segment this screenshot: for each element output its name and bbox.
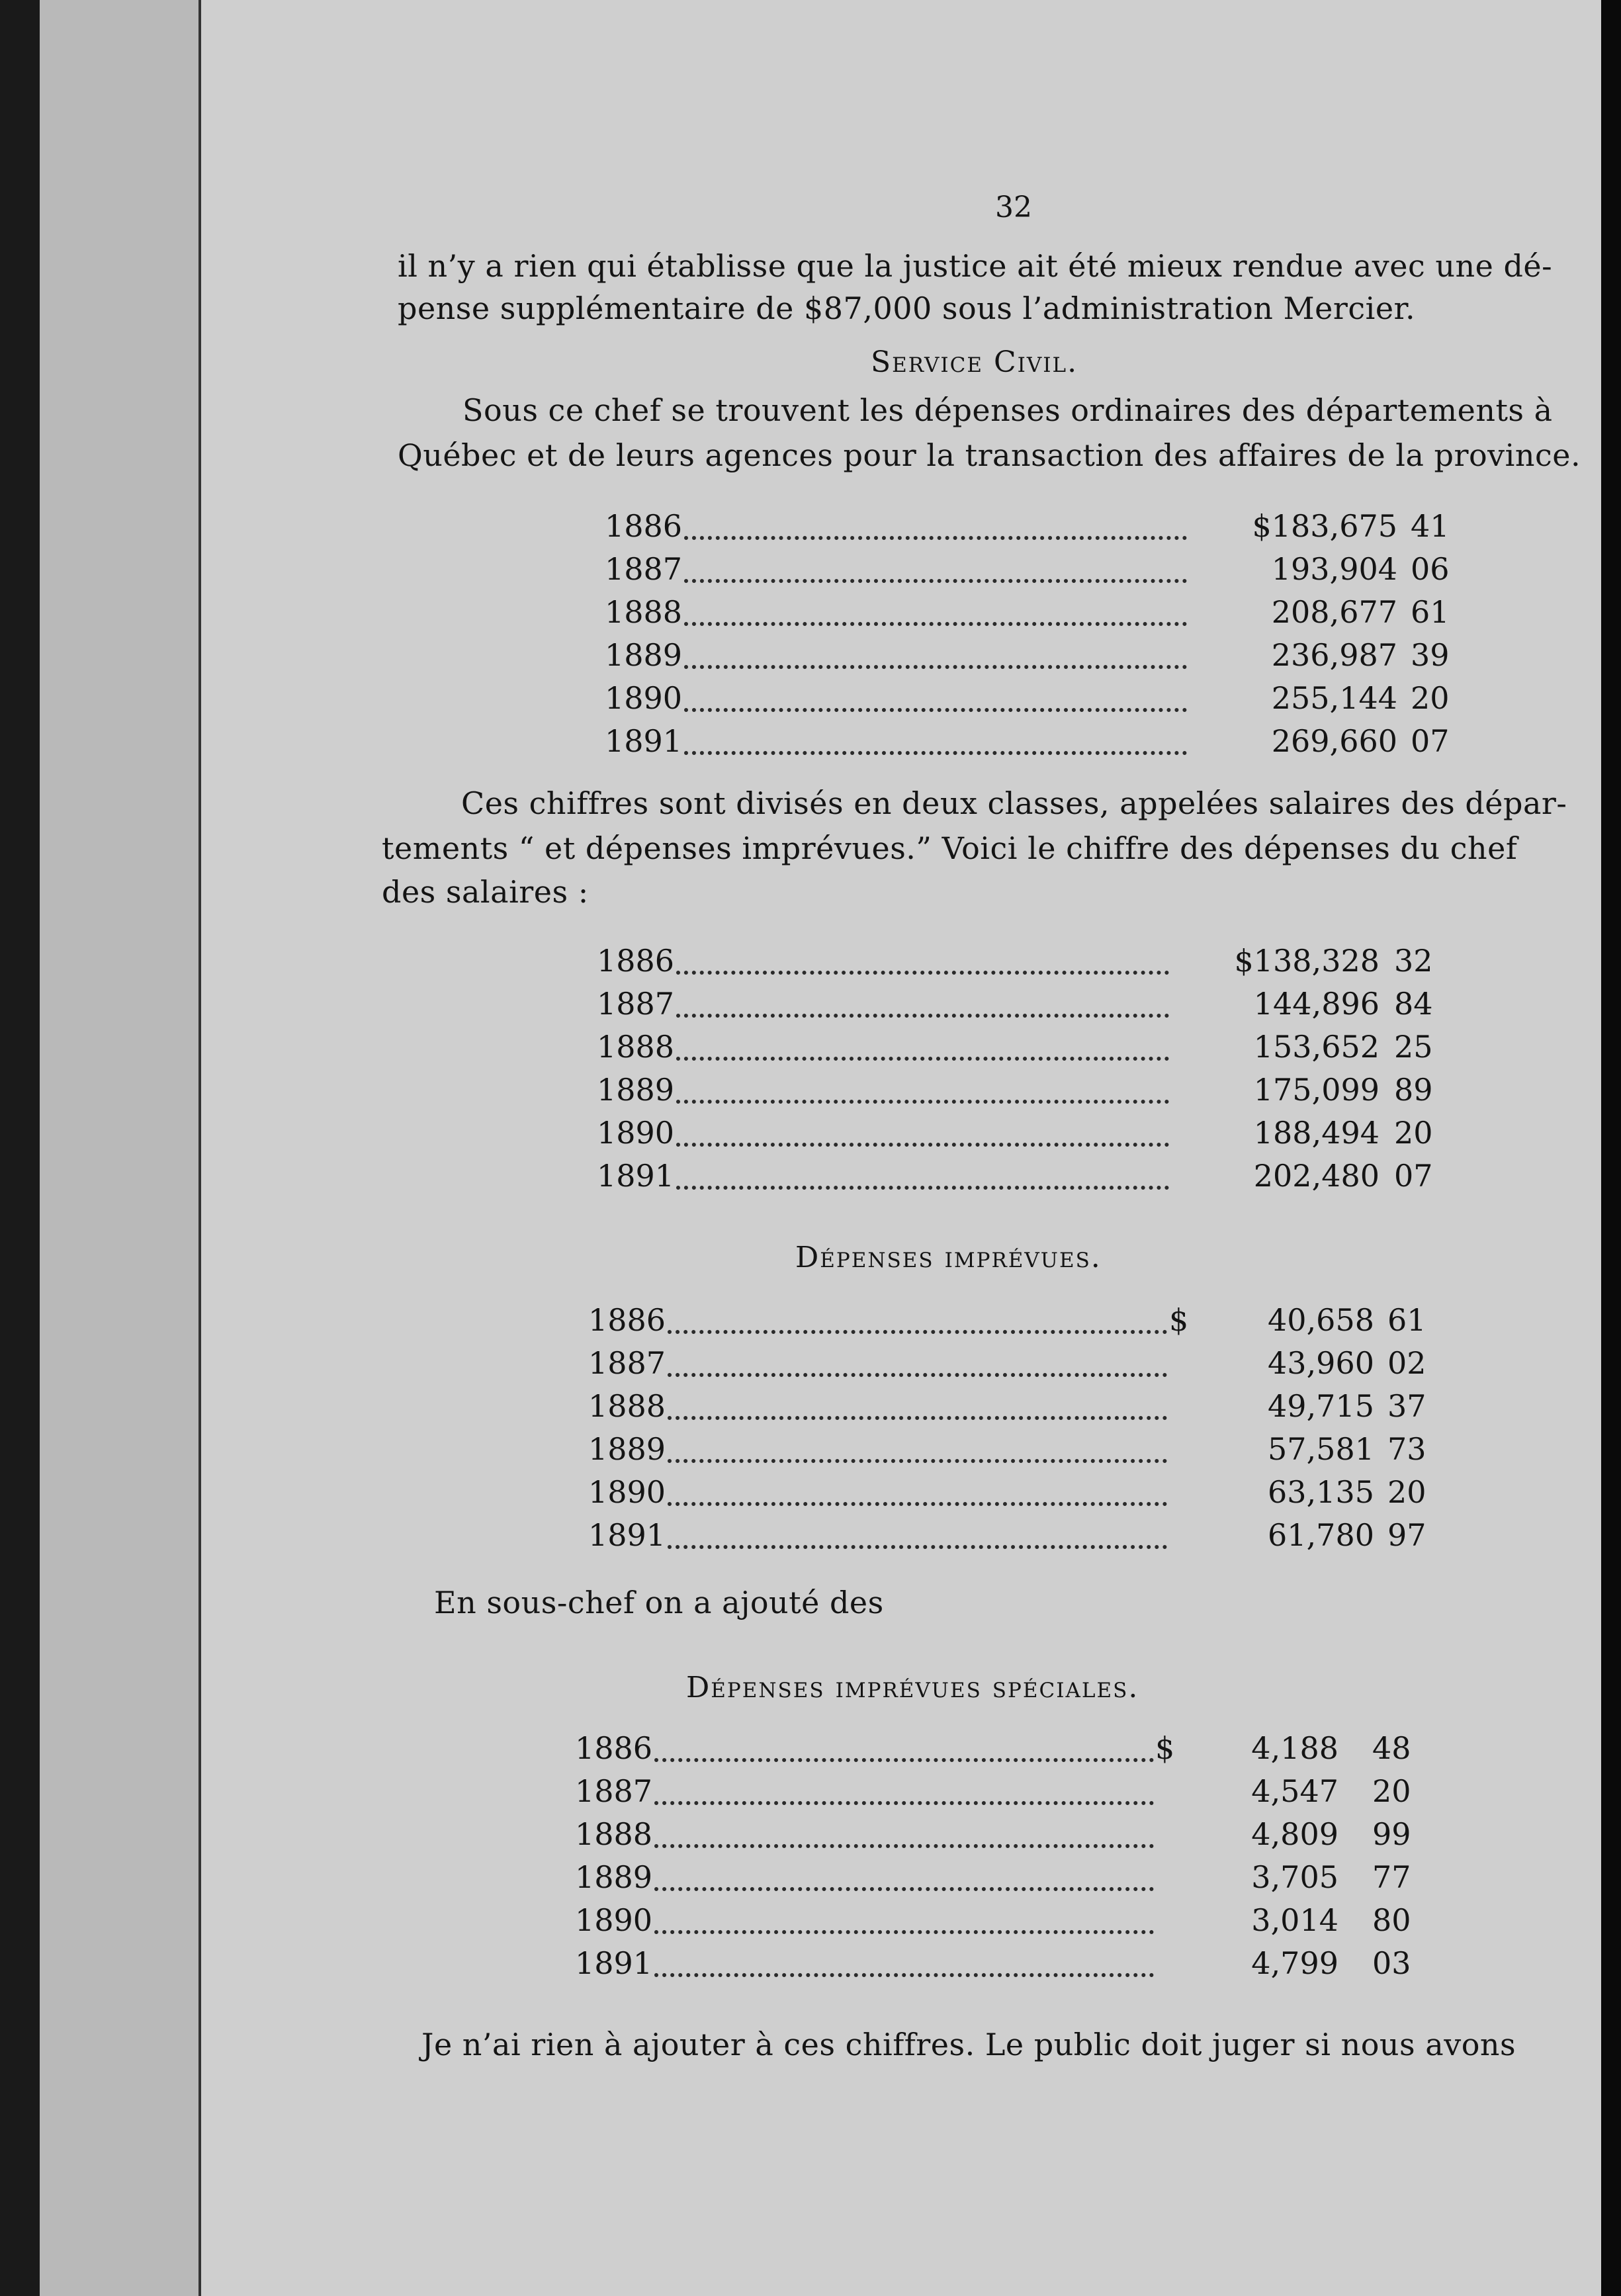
section-heading-service-civil: Service Civil. xyxy=(871,345,1078,379)
page-edge-strip xyxy=(66,0,95,2296)
ledger-cents: 61 xyxy=(1411,594,1450,630)
ledger-amount: 208,677 xyxy=(1271,594,1397,630)
page-number: 32 xyxy=(995,191,1032,224)
leader-dots xyxy=(654,1741,1154,1762)
ledger-service-civil xyxy=(605,508,1450,766)
ledger-cents: 39 xyxy=(1411,637,1450,673)
ledger-row xyxy=(575,1902,1411,1945)
ledger-year: 1888 xyxy=(605,594,683,630)
ledger-cents: 61 xyxy=(1387,1302,1426,1338)
ledger-cents: 84 xyxy=(1394,986,1433,1022)
ledger-amount: 63,135 xyxy=(1268,1474,1374,1510)
paragraph-line: pense supplémentaire de $87,000 sous l’administration Mercier. xyxy=(398,290,1416,326)
ledger-cents: 20 xyxy=(1387,1474,1426,1510)
ledger-amount: 4,809 xyxy=(1251,1816,1338,1852)
leader-dots xyxy=(654,1870,1154,1891)
leader-dots xyxy=(654,1913,1154,1934)
paragraph-line: Ces chiffres sont divisés en deux classes, appelées salaires des dépar- xyxy=(461,785,1567,821)
ledger-amount: 49,715 xyxy=(1268,1388,1374,1424)
leader-dots xyxy=(684,562,1187,583)
ledger-year: 1891 xyxy=(605,723,683,759)
ledger-amount: 144,896 xyxy=(1253,986,1380,1022)
leader-dots xyxy=(668,1356,1167,1377)
ledger-row xyxy=(605,637,1450,680)
ledger-cents: 03 xyxy=(1372,1945,1411,1981)
ledger-row xyxy=(597,1158,1433,1201)
ledger-year: 1887 xyxy=(575,1773,653,1809)
page-shadow xyxy=(1601,0,1621,2296)
ledger-year: 1887 xyxy=(597,986,675,1022)
ledger-row xyxy=(588,1302,1426,1345)
leader-dots xyxy=(654,1956,1154,1977)
ledger-row xyxy=(597,943,1433,986)
ledger-row xyxy=(605,551,1450,594)
ledger-amount: 4,547 xyxy=(1251,1773,1338,1809)
ledger-year: 1886 xyxy=(575,1730,653,1766)
ledger-cents: 37 xyxy=(1387,1388,1426,1424)
ledger-row xyxy=(597,986,1433,1029)
leader-dots xyxy=(676,1126,1169,1147)
ledger-amount: 61,780 xyxy=(1268,1517,1374,1553)
ledger-dollar-sign: $ xyxy=(1169,1302,1189,1338)
ledger-cents: 32 xyxy=(1394,943,1433,979)
ledger-row xyxy=(605,723,1450,766)
ledger-cents: 77 xyxy=(1372,1859,1411,1895)
ledger-row xyxy=(605,508,1450,551)
ledger-amount: 193,904 xyxy=(1271,551,1397,587)
ledger-year: 1888 xyxy=(597,1029,675,1065)
ledger-row xyxy=(575,1773,1411,1816)
ledger-year: 1890 xyxy=(597,1115,675,1151)
ledger-amount: 3,014 xyxy=(1251,1902,1338,1938)
ledger-row xyxy=(597,1072,1433,1115)
ledger-row xyxy=(575,1816,1411,1859)
ledger-row xyxy=(588,1388,1426,1431)
leader-dots xyxy=(654,1784,1154,1805)
leader-dots xyxy=(668,1442,1167,1463)
ledger-row xyxy=(575,1859,1411,1902)
ledger-amount: 188,494 xyxy=(1253,1115,1380,1151)
ledger-amount: 175,099 xyxy=(1253,1072,1380,1108)
ledger-row xyxy=(588,1431,1426,1474)
leader-dots xyxy=(676,1039,1169,1061)
leader-dots xyxy=(676,1169,1169,1190)
ledger-year: 1889 xyxy=(575,1859,653,1895)
leader-dots xyxy=(684,734,1187,755)
ledger-amount: 255,144 xyxy=(1271,680,1397,716)
ledger-row xyxy=(605,594,1450,637)
paragraph-line: tements “ et dépenses imprévues.” Voici le chiffre des dépenses du chef xyxy=(382,830,1518,866)
ledger-cents: 41 xyxy=(1411,508,1450,544)
leader-dots xyxy=(668,1399,1167,1420)
ledger-cents: 20 xyxy=(1372,1773,1411,1809)
leader-dots xyxy=(668,1485,1167,1506)
paragraph-line: Je n’ai rien à ajouter à ces chiffres. Le public doit juger si nous avons xyxy=(421,2027,1516,2062)
ledger-row xyxy=(575,1730,1411,1773)
ledger-row xyxy=(597,1029,1433,1072)
ledger-year: 1891 xyxy=(575,1945,653,1981)
ledger-year: 1891 xyxy=(588,1517,666,1553)
ledger-cents: 80 xyxy=(1372,1902,1411,1938)
ledger-cents: 06 xyxy=(1411,551,1450,587)
section-heading-depenses-imprevues: Dépenses imprévues. xyxy=(795,1241,1102,1274)
leader-dots xyxy=(654,1827,1154,1848)
ledger-year: 1886 xyxy=(605,508,683,544)
ledger-amount: 40,658 xyxy=(1268,1302,1374,1338)
ledger-cents: 20 xyxy=(1411,680,1450,716)
paragraph-line: Sous ce chef se trouvent les dépenses ordinaires des départements à xyxy=(462,392,1553,428)
ledger-cents: 48 xyxy=(1372,1730,1411,1766)
ledger-amount: 57,581 xyxy=(1268,1431,1374,1467)
ledger-cents: 25 xyxy=(1394,1029,1433,1065)
page-edge-strip xyxy=(155,0,177,2296)
page-edge-strip xyxy=(93,0,118,2296)
ledger-salaires xyxy=(597,943,1433,1201)
ledger-year: 1890 xyxy=(605,680,683,716)
paragraph-line: il n’y a rien qui établisse que la justice ait été mieux rendue avec une dé- xyxy=(398,248,1553,284)
ledger-cents: 02 xyxy=(1387,1345,1426,1381)
page-edge-strip xyxy=(40,0,68,2296)
leader-dots xyxy=(684,648,1187,669)
ledger-row xyxy=(588,1517,1426,1560)
leader-dots xyxy=(684,519,1187,540)
paragraph-line: Québec et de leurs agences pour la transaction des affaires de la province. xyxy=(398,437,1581,473)
ledger-cents: 97 xyxy=(1387,1517,1426,1553)
ledger-amount: $138,328 xyxy=(1234,943,1380,979)
ledger-cents: 99 xyxy=(1372,1816,1411,1852)
leader-dots xyxy=(676,953,1169,975)
leader-dots xyxy=(684,605,1187,626)
ledger-year: 1889 xyxy=(597,1072,675,1108)
ledger-row xyxy=(588,1345,1426,1388)
ledger-amount: 43,960 xyxy=(1268,1345,1374,1381)
ledger-amount: 236,987 xyxy=(1271,637,1397,673)
ledger-amount: 4,188 xyxy=(1251,1730,1338,1766)
leader-dots xyxy=(668,1313,1167,1334)
book-edge xyxy=(0,0,218,2296)
page-edge-strip xyxy=(175,0,200,2296)
section-heading-depenses-speciales: Dépenses imprévues spéciales. xyxy=(686,1671,1139,1704)
ledger-speciales xyxy=(575,1730,1411,1988)
leader-dots xyxy=(676,996,1169,1018)
ledger-year: 1889 xyxy=(588,1431,666,1467)
ledger-amount: 202,480 xyxy=(1253,1158,1380,1194)
ledger-row xyxy=(605,680,1450,723)
leader-dots xyxy=(676,1082,1169,1104)
ledger-amount: 3,705 xyxy=(1251,1859,1338,1895)
ledger-year: 1889 xyxy=(605,637,683,673)
ledger-cents: 73 xyxy=(1387,1431,1426,1467)
ledger-cents: 07 xyxy=(1394,1158,1433,1194)
paragraph-line: En sous-chef on a ajouté des xyxy=(434,1585,884,1620)
ledger-imprevues xyxy=(588,1302,1426,1560)
ledger-year: 1887 xyxy=(605,551,683,587)
ledger-year: 1886 xyxy=(597,943,675,979)
paragraph-line: des salaires : xyxy=(382,874,589,910)
ledger-amount: 4,799 xyxy=(1251,1945,1338,1981)
page-edge-strip xyxy=(136,0,157,2296)
ledger-year: 1890 xyxy=(575,1902,653,1938)
ledger-row xyxy=(588,1474,1426,1517)
ledger-year: 1886 xyxy=(588,1302,666,1338)
ledger-year: 1887 xyxy=(588,1345,666,1381)
ledger-cents: 89 xyxy=(1394,1072,1433,1108)
ledger-dollar-sign: $ xyxy=(1155,1730,1175,1766)
ledger-amount: $183,675 xyxy=(1252,508,1397,544)
ledger-amount: 269,660 xyxy=(1271,723,1397,759)
document-page xyxy=(198,0,1607,2296)
ledger-year: 1888 xyxy=(588,1388,666,1424)
ledger-amount: 153,652 xyxy=(1253,1029,1380,1065)
leader-dots xyxy=(668,1528,1167,1549)
ledger-year: 1891 xyxy=(597,1158,675,1194)
ledger-row xyxy=(597,1115,1433,1158)
ledger-cents: 20 xyxy=(1394,1115,1433,1151)
ledger-year: 1888 xyxy=(575,1816,653,1852)
ledger-row xyxy=(575,1945,1411,1988)
page-edge-strip xyxy=(116,0,138,2296)
leader-dots xyxy=(684,691,1187,712)
ledger-cents: 07 xyxy=(1411,723,1450,759)
ledger-year: 1890 xyxy=(588,1474,666,1510)
